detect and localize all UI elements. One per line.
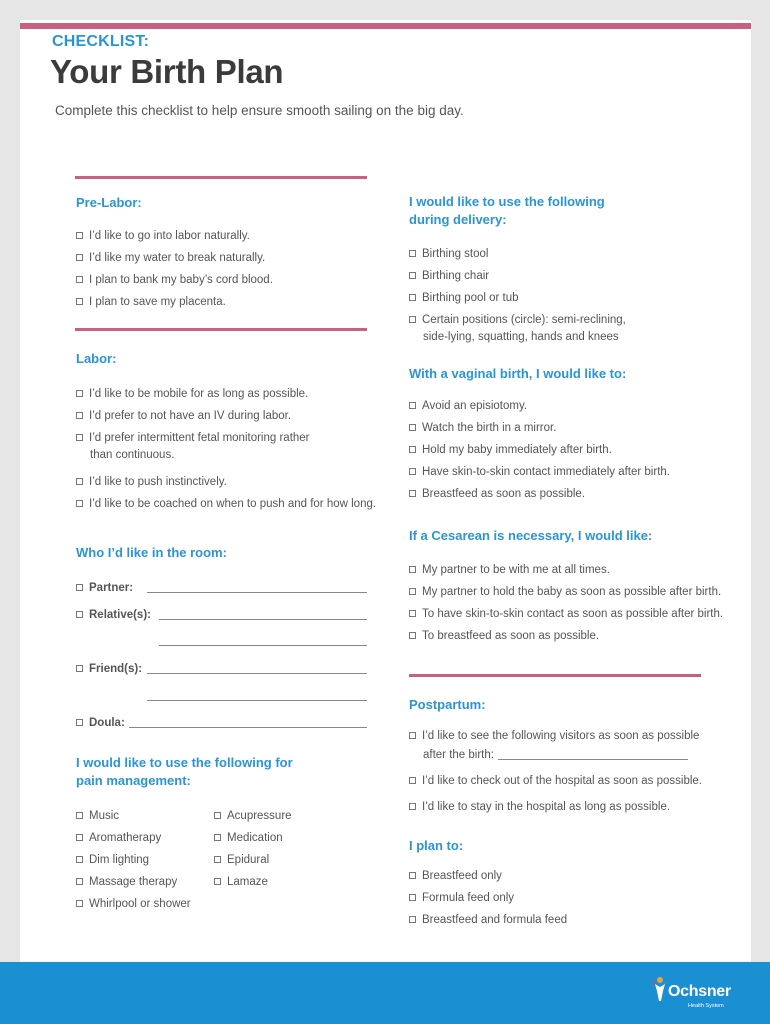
checkbox-icon[interactable] bbox=[409, 732, 416, 739]
checkbox-icon[interactable] bbox=[214, 856, 221, 863]
checkbox-icon[interactable] bbox=[409, 468, 416, 475]
pain-checkbox-item[interactable]: Lamaze bbox=[214, 874, 268, 891]
checkbox-icon[interactable] bbox=[76, 812, 83, 819]
vaginal-checkbox-item[interactable]: Breastfeed as soon as possible. bbox=[409, 486, 585, 503]
postpartum-checkbox-item[interactable]: I’d like to stay in the hospital as long as possible. bbox=[409, 799, 670, 816]
checkbox-icon[interactable] bbox=[409, 250, 416, 257]
section-divider bbox=[75, 176, 367, 179]
labor-heading: Labor: bbox=[76, 351, 117, 366]
delivery-item-continuation: side-lying, squatting, hands and knees bbox=[423, 331, 619, 343]
partner-field-label[interactable]: Partner: bbox=[76, 580, 133, 597]
checkbox-icon[interactable] bbox=[76, 390, 83, 397]
checkbox-icon[interactable] bbox=[76, 276, 83, 283]
checkbox-icon[interactable] bbox=[409, 316, 416, 323]
page-subtitle: Complete this checklist to help ensure smooth sailing on the big day. bbox=[55, 103, 464, 118]
checkbox-icon[interactable] bbox=[214, 834, 221, 841]
checkbox-icon[interactable] bbox=[76, 478, 83, 485]
labor-checkbox-item[interactable]: I’d like to be coached on when to push and for how long. bbox=[76, 496, 376, 513]
checkbox-icon[interactable] bbox=[409, 803, 416, 810]
delivery-heading-line2: during delivery: bbox=[409, 212, 507, 227]
section-divider bbox=[409, 674, 701, 677]
relatives-fill-line[interactable] bbox=[159, 619, 367, 620]
delivery-checkbox-item[interactable]: Certain positions (circle): semi-reclining, bbox=[409, 312, 626, 329]
pain-heading-line1: I would like to use the following for bbox=[76, 755, 293, 770]
cesarean-checkbox-item[interactable]: My partner to hold the baby as soon as possible after birth. bbox=[409, 584, 721, 601]
checkbox-icon[interactable] bbox=[409, 632, 416, 639]
pain-heading-line2: pain management: bbox=[76, 773, 191, 788]
pre-labor-checkbox-item[interactable]: I’d like to go into labor naturally. bbox=[76, 228, 250, 245]
friends-fill-line[interactable] bbox=[147, 673, 367, 674]
top-rule bbox=[20, 23, 751, 29]
checkbox-icon[interactable] bbox=[409, 916, 416, 923]
checkbox-icon[interactable] bbox=[409, 402, 416, 409]
postpartum-checkbox-item[interactable]: I’d like to check out of the hospital as soon as possible. bbox=[409, 773, 702, 790]
pain-checkbox-item[interactable]: Aromatherapy bbox=[76, 830, 161, 847]
checkbox-icon[interactable] bbox=[409, 872, 416, 879]
pre-labor-heading: Pre-Labor: bbox=[76, 195, 142, 210]
labor-checkbox-item[interactable]: I’d like to push instinctively. bbox=[76, 474, 227, 491]
checkbox-icon[interactable] bbox=[76, 298, 83, 305]
checkbox-icon[interactable] bbox=[409, 490, 416, 497]
checkbox-icon[interactable] bbox=[409, 588, 416, 595]
cesarean-checkbox-item[interactable]: To have skin-to-skin contact as soon as possible after birth. bbox=[409, 606, 723, 623]
delivery-checkbox-item[interactable]: Birthing pool or tub bbox=[409, 290, 519, 307]
postpartum-heading: Postpartum: bbox=[409, 697, 486, 712]
eyebrow-label: CHECKLIST: bbox=[52, 33, 150, 50]
checkbox-icon[interactable] bbox=[409, 777, 416, 784]
vaginal-checkbox-item[interactable]: Avoid an episiotomy. bbox=[409, 398, 527, 415]
vaginal-checkbox-item[interactable]: Hold my baby immediately after birth. bbox=[409, 442, 612, 459]
friends-field-label[interactable]: Friend(s): bbox=[76, 661, 142, 678]
plan-checkbox-item[interactable]: Breastfeed and formula feed bbox=[409, 912, 567, 929]
labor-checkbox-item[interactable]: I’d prefer to not have an IV during labor. bbox=[76, 408, 291, 425]
checkbox-icon[interactable] bbox=[409, 894, 416, 901]
labor-item-continuation: than continuous. bbox=[90, 449, 175, 461]
checkbox-icon[interactable] bbox=[76, 500, 83, 507]
vaginal-birth-heading: With a vaginal birth, I would like to: bbox=[409, 366, 627, 381]
vaginal-checkbox-item[interactable]: Have skin-to-skin contact immediately after birth. bbox=[409, 464, 670, 481]
cesarean-heading: If a Cesarean is necessary, I would like: bbox=[409, 528, 653, 543]
ochsner-logo-text: Ochsner bbox=[668, 983, 731, 1000]
checkbox-icon[interactable] bbox=[76, 611, 83, 618]
checkbox-icon[interactable] bbox=[76, 434, 83, 441]
pain-checkbox-item[interactable]: Acupressure bbox=[214, 808, 292, 825]
ochsner-logo-subtext: Health System bbox=[688, 1003, 724, 1009]
delivery-heading-line1: I would like to use the following bbox=[409, 194, 605, 209]
pre-labor-checkbox-item[interactable]: I plan to bank my baby’s cord blood. bbox=[76, 272, 273, 289]
section-divider bbox=[75, 328, 367, 331]
checkbox-icon[interactable] bbox=[409, 566, 416, 573]
checkbox-icon[interactable] bbox=[76, 232, 83, 239]
plan-checkbox-item[interactable]: Breastfeed only bbox=[409, 868, 502, 885]
pain-checkbox-item[interactable]: Whirlpool or shower bbox=[76, 896, 191, 913]
checkbox-icon[interactable] bbox=[76, 665, 83, 672]
pre-labor-checkbox-item[interactable]: I’d like my water to break naturally. bbox=[76, 250, 265, 267]
pain-checkbox-item[interactable]: Dim lighting bbox=[76, 852, 149, 869]
delivery-checkbox-item[interactable]: Birthing stool bbox=[409, 246, 488, 263]
checkbox-icon[interactable] bbox=[76, 834, 83, 841]
checkbox-icon[interactable] bbox=[214, 878, 221, 885]
checkbox-icon[interactable] bbox=[76, 412, 83, 419]
pain-checkbox-item[interactable]: Music bbox=[76, 808, 119, 825]
doula-field-label[interactable]: Doula: bbox=[76, 715, 125, 732]
checkbox-icon[interactable] bbox=[409, 272, 416, 279]
labor-checkbox-item[interactable]: I’d prefer intermittent fetal monitoring rather bbox=[76, 430, 310, 447]
checkbox-icon[interactable] bbox=[409, 424, 416, 431]
checkbox-icon[interactable] bbox=[409, 610, 416, 617]
pain-checkbox-item[interactable]: Medication bbox=[214, 830, 283, 847]
checkbox-icon[interactable] bbox=[409, 446, 416, 453]
cesarean-checkbox-item[interactable]: To breastfeed as soon as possible. bbox=[409, 628, 599, 645]
page-title: Your Birth Plan bbox=[50, 53, 284, 90]
partner-fill-line[interactable] bbox=[147, 592, 367, 593]
relatives-field-label[interactable]: Relative(s): bbox=[76, 607, 151, 624]
checkbox-icon[interactable] bbox=[214, 812, 221, 819]
checkbox-icon[interactable] bbox=[409, 294, 416, 301]
relatives-fill-line[interactable] bbox=[159, 645, 367, 646]
delivery-checkbox-item[interactable]: Birthing chair bbox=[409, 268, 489, 285]
doula-fill-line[interactable] bbox=[129, 727, 367, 728]
checkbox-icon[interactable] bbox=[76, 584, 83, 591]
postpartum-item-continuation: after the birth: bbox=[423, 749, 494, 761]
plan-checkbox-item[interactable]: Formula feed only bbox=[409, 890, 514, 907]
visitors-fill-line[interactable] bbox=[498, 759, 688, 760]
cesarean-checkbox-item[interactable]: My partner to be with me at all times. bbox=[409, 562, 610, 579]
plan-heading: I plan to: bbox=[409, 838, 464, 853]
checkbox-icon[interactable] bbox=[76, 878, 83, 885]
friends-fill-line[interactable] bbox=[147, 700, 367, 701]
labor-checkbox-item[interactable]: I’d like to be mobile for as long as possible. bbox=[76, 386, 308, 403]
postpartum-checkbox-item[interactable]: I’d like to see the following visitors as soon as possible bbox=[409, 728, 699, 745]
pre-labor-checkbox-item[interactable]: I plan to save my placenta. bbox=[76, 294, 226, 311]
checkbox-icon[interactable] bbox=[76, 900, 83, 907]
pain-checkbox-item[interactable]: Epidural bbox=[214, 852, 269, 869]
checkbox-icon[interactable] bbox=[76, 719, 83, 726]
checkbox-icon[interactable] bbox=[76, 254, 83, 261]
room-heading: Who I’d like in the room: bbox=[76, 545, 227, 560]
checkbox-icon[interactable] bbox=[76, 856, 83, 863]
vaginal-checkbox-item[interactable]: Watch the birth in a mirror. bbox=[409, 420, 556, 437]
pain-checkbox-item[interactable]: Massage therapy bbox=[76, 874, 177, 891]
